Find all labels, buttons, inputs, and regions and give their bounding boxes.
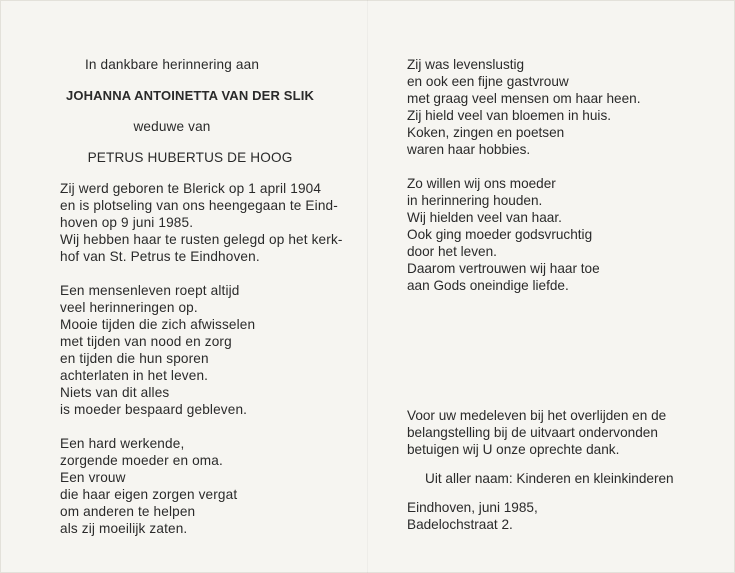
address: Badelochstraat 2. <box>407 517 513 532</box>
card-fold <box>367 0 368 573</box>
thanks-line: belangstelling bij de uitvaart ondervonden <box>407 425 658 440</box>
poem-line: veel herinneringen op. <box>60 300 198 315</box>
poem-line: Een vrouw <box>60 470 126 485</box>
poem-line: als zij moeilijk zaten. <box>60 521 188 536</box>
poem-line: Een mensenleven roept altijd <box>60 283 240 298</box>
poem-line: is moeder bespaard gebleven. <box>60 402 248 417</box>
poem-line: door het leven. <box>407 244 497 259</box>
deceased-name: JOHANNA ANTOINETTA VAN DER SLIK <box>65 88 315 103</box>
poem-line: aan Gods oneindige liefde. <box>407 278 569 293</box>
thanks-line: Voor uw medeleven bij het overlijden en de <box>407 408 667 423</box>
poem-line: Daarom vertrouwen wij haar toe <box>407 261 600 276</box>
poem-stanza-2 <box>60 435 360 537</box>
bio-line: hoven op 9 juni 1985. <box>60 215 194 230</box>
signature-line: Uit aller naam: Kinderen en kleinkinderen <box>425 471 674 486</box>
poem-line: met tijden van nood en zorg <box>60 334 232 349</box>
bio-line: hof van St. Petrus te Eindhoven. <box>60 249 260 264</box>
poem-line: Zij was levenslustig <box>407 57 525 72</box>
bio-line: Zij werd geboren te Blerick op 1 april 1904 <box>60 181 322 196</box>
poem-line: in herinnering houden. <box>407 193 543 208</box>
poem-line: en ook een fijne gastvrouw <box>407 74 569 89</box>
poem-line: Wij hielden veel van haar. <box>407 210 562 225</box>
poem-stanza-1 <box>60 282 360 418</box>
left-page <box>60 56 360 537</box>
bio-line: en is plotseling van ons heengegaan te Eind- <box>60 198 338 213</box>
poem-line: Een hard werkende, <box>60 436 185 451</box>
intro-text: In dankbare herinnering aan <box>84 57 260 72</box>
poem-line: die haar eigen zorgen vergat <box>60 487 238 502</box>
poem-line: en tijden die hun sporen <box>60 351 209 366</box>
place-date: Eindhoven, juni 1985, <box>407 500 538 515</box>
bio-line: Wij hebben haar te rusten gelegd op het kerk- <box>60 232 343 247</box>
poem-stanza-3 <box>407 56 727 158</box>
poem-line: met graag veel mensen om haar heen. <box>407 91 641 106</box>
poem-line: achterlaten in het leven. <box>60 368 209 383</box>
poem-stanza-4 <box>407 175 727 294</box>
thanks-paragraph <box>407 407 727 458</box>
husband-name: PETRUS HUBERTUS DE HOOG <box>87 150 293 165</box>
thanks-line: betuigen wij U onze oprechte dank. <box>407 442 620 457</box>
widow-of-text: weduwe van <box>133 119 211 134</box>
poem-line: om anderen te helpen <box>60 504 196 519</box>
poem-line: Zo willen wij ons moeder <box>407 176 556 191</box>
right-page <box>407 56 727 533</box>
poem-line: Koken, zingen en poetsen <box>407 125 565 140</box>
bio-paragraph <box>60 180 360 265</box>
poem-line: zorgende moeder en oma. <box>60 453 223 468</box>
poem-line: Niets van dit alles <box>60 385 170 400</box>
poem-line: Ook ging moeder godsvruchtig <box>407 227 593 242</box>
poem-line: Zij hield veel van bloemen in huis. <box>407 108 612 123</box>
poem-line: Mooie tijden die zich afwisselen <box>60 317 256 332</box>
poem-line: waren haar hobbies. <box>407 142 531 157</box>
